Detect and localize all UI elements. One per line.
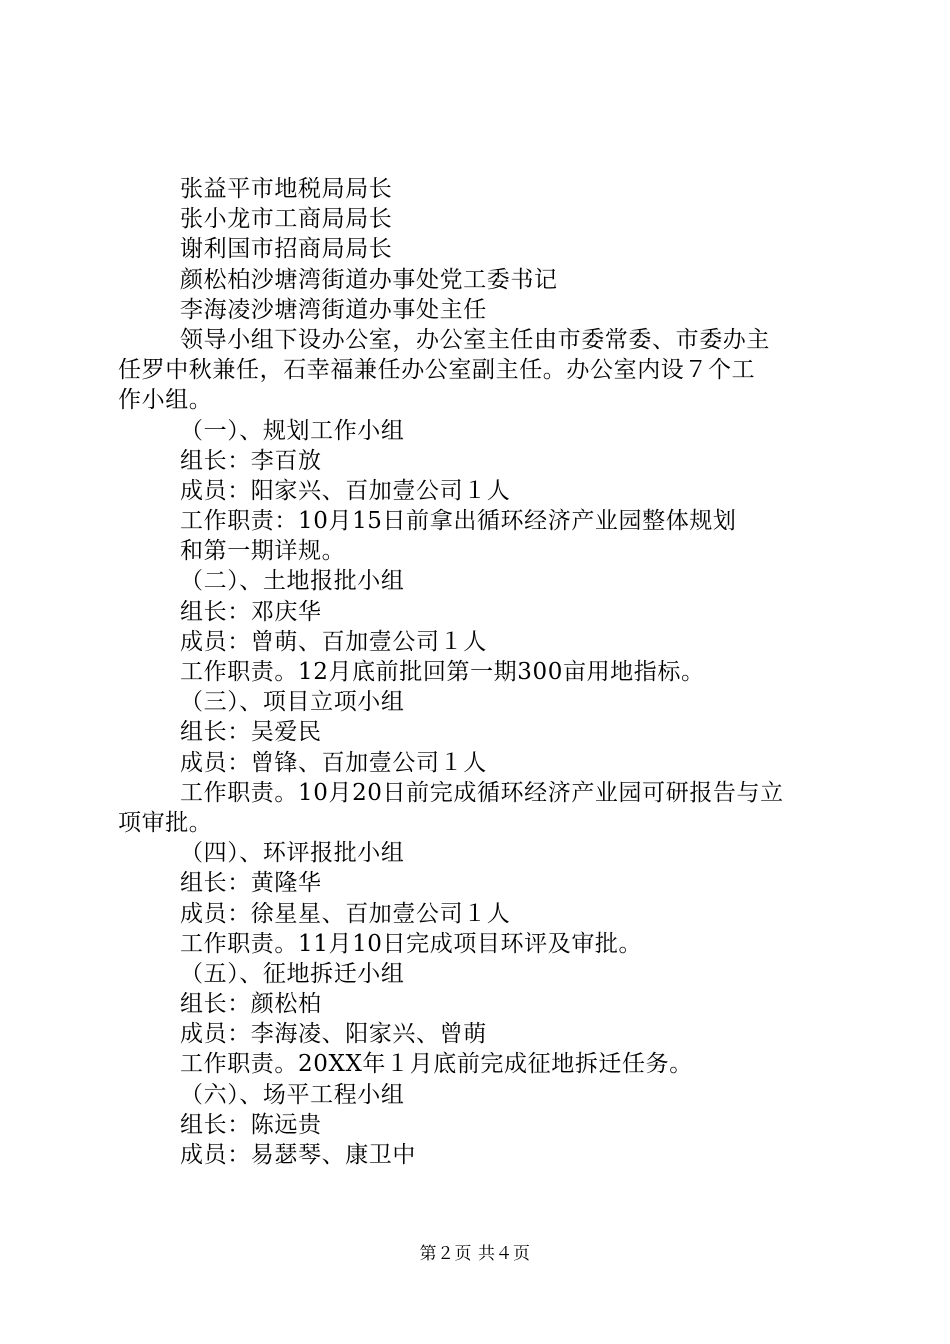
text-line: 组长：陈远贵 bbox=[180, 1111, 322, 1138]
text-line: 李海凌沙塘湾街道办事处主任 bbox=[180, 296, 487, 323]
text-line: 作小组。 bbox=[118, 387, 213, 414]
text-line: 组长：李百放 bbox=[180, 447, 322, 474]
text-line: （六）、场平工程小组 bbox=[180, 1081, 405, 1108]
text-line: 任罗中秋兼任，石幸福兼任办公室副主任。办公室内设７个工 bbox=[118, 357, 756, 384]
page-footer: 第２页 共４页 bbox=[419, 1244, 531, 1264]
text-line: 项审批。 bbox=[118, 809, 213, 836]
text-line: 工作职责：10月15日前拿出循环经济产业园整体规划 bbox=[180, 508, 737, 535]
document-body bbox=[118, 174, 838, 1170]
text-line: 领导小组下设办公室，办公室主任由市委常委、市委办主 bbox=[180, 326, 770, 353]
text-line: 成员：阳家兴、百加壹公司１人 bbox=[180, 477, 511, 504]
text-line: 颜松柏沙塘湾街道办事处党工委书记 bbox=[180, 266, 558, 293]
text-line: 工作职责。20XX年１月底前完成征地拆迁任务。 bbox=[180, 1051, 693, 1078]
text-line: 谢利国市招商局局长 bbox=[180, 236, 393, 263]
text-line: 组长：邓庆华 bbox=[180, 598, 322, 625]
text-line: 组长：黄隆华 bbox=[180, 870, 322, 897]
text-line: 和第一期详规。 bbox=[180, 538, 346, 565]
text-line: 工作职责。12月底前批回第一期300亩用地指标。 bbox=[180, 659, 705, 685]
text-line: 张益平市地税局局长 bbox=[180, 176, 393, 202]
text-line: 组长：吴爱民 bbox=[180, 719, 322, 746]
text-line: 工作职责。11月10日完成项目环评及审批。 bbox=[180, 930, 643, 957]
text-line: 组长：颜松柏 bbox=[180, 991, 322, 1018]
text-line: （一）、规划工作小组 bbox=[180, 417, 405, 444]
text-line: 成员：李海凌、阳家兴、曾萌 bbox=[180, 1021, 487, 1048]
text-line: 成员：曾锋、百加壹公司１人 bbox=[180, 749, 487, 776]
text-line: 成员：徐星星、百加壹公司１人 bbox=[180, 900, 511, 927]
text-line: （二）、土地报批小组 bbox=[180, 568, 405, 595]
text-line: 成员：易瑟琴、康卫中 bbox=[180, 1142, 416, 1168]
text-line: （四）、环评报批小组 bbox=[180, 840, 405, 867]
text-line: 张小龙市工商局局长 bbox=[180, 206, 393, 233]
text-line: 成员：曾萌、百加壹公司１人 bbox=[180, 628, 487, 655]
text-line: （五）、征地拆迁小组 bbox=[180, 960, 405, 987]
text-line: （三）、项目立项小组 bbox=[180, 689, 405, 716]
text-line: 工作职责。10月20日前完成循环经济产业园可研报告与立 bbox=[180, 779, 784, 806]
